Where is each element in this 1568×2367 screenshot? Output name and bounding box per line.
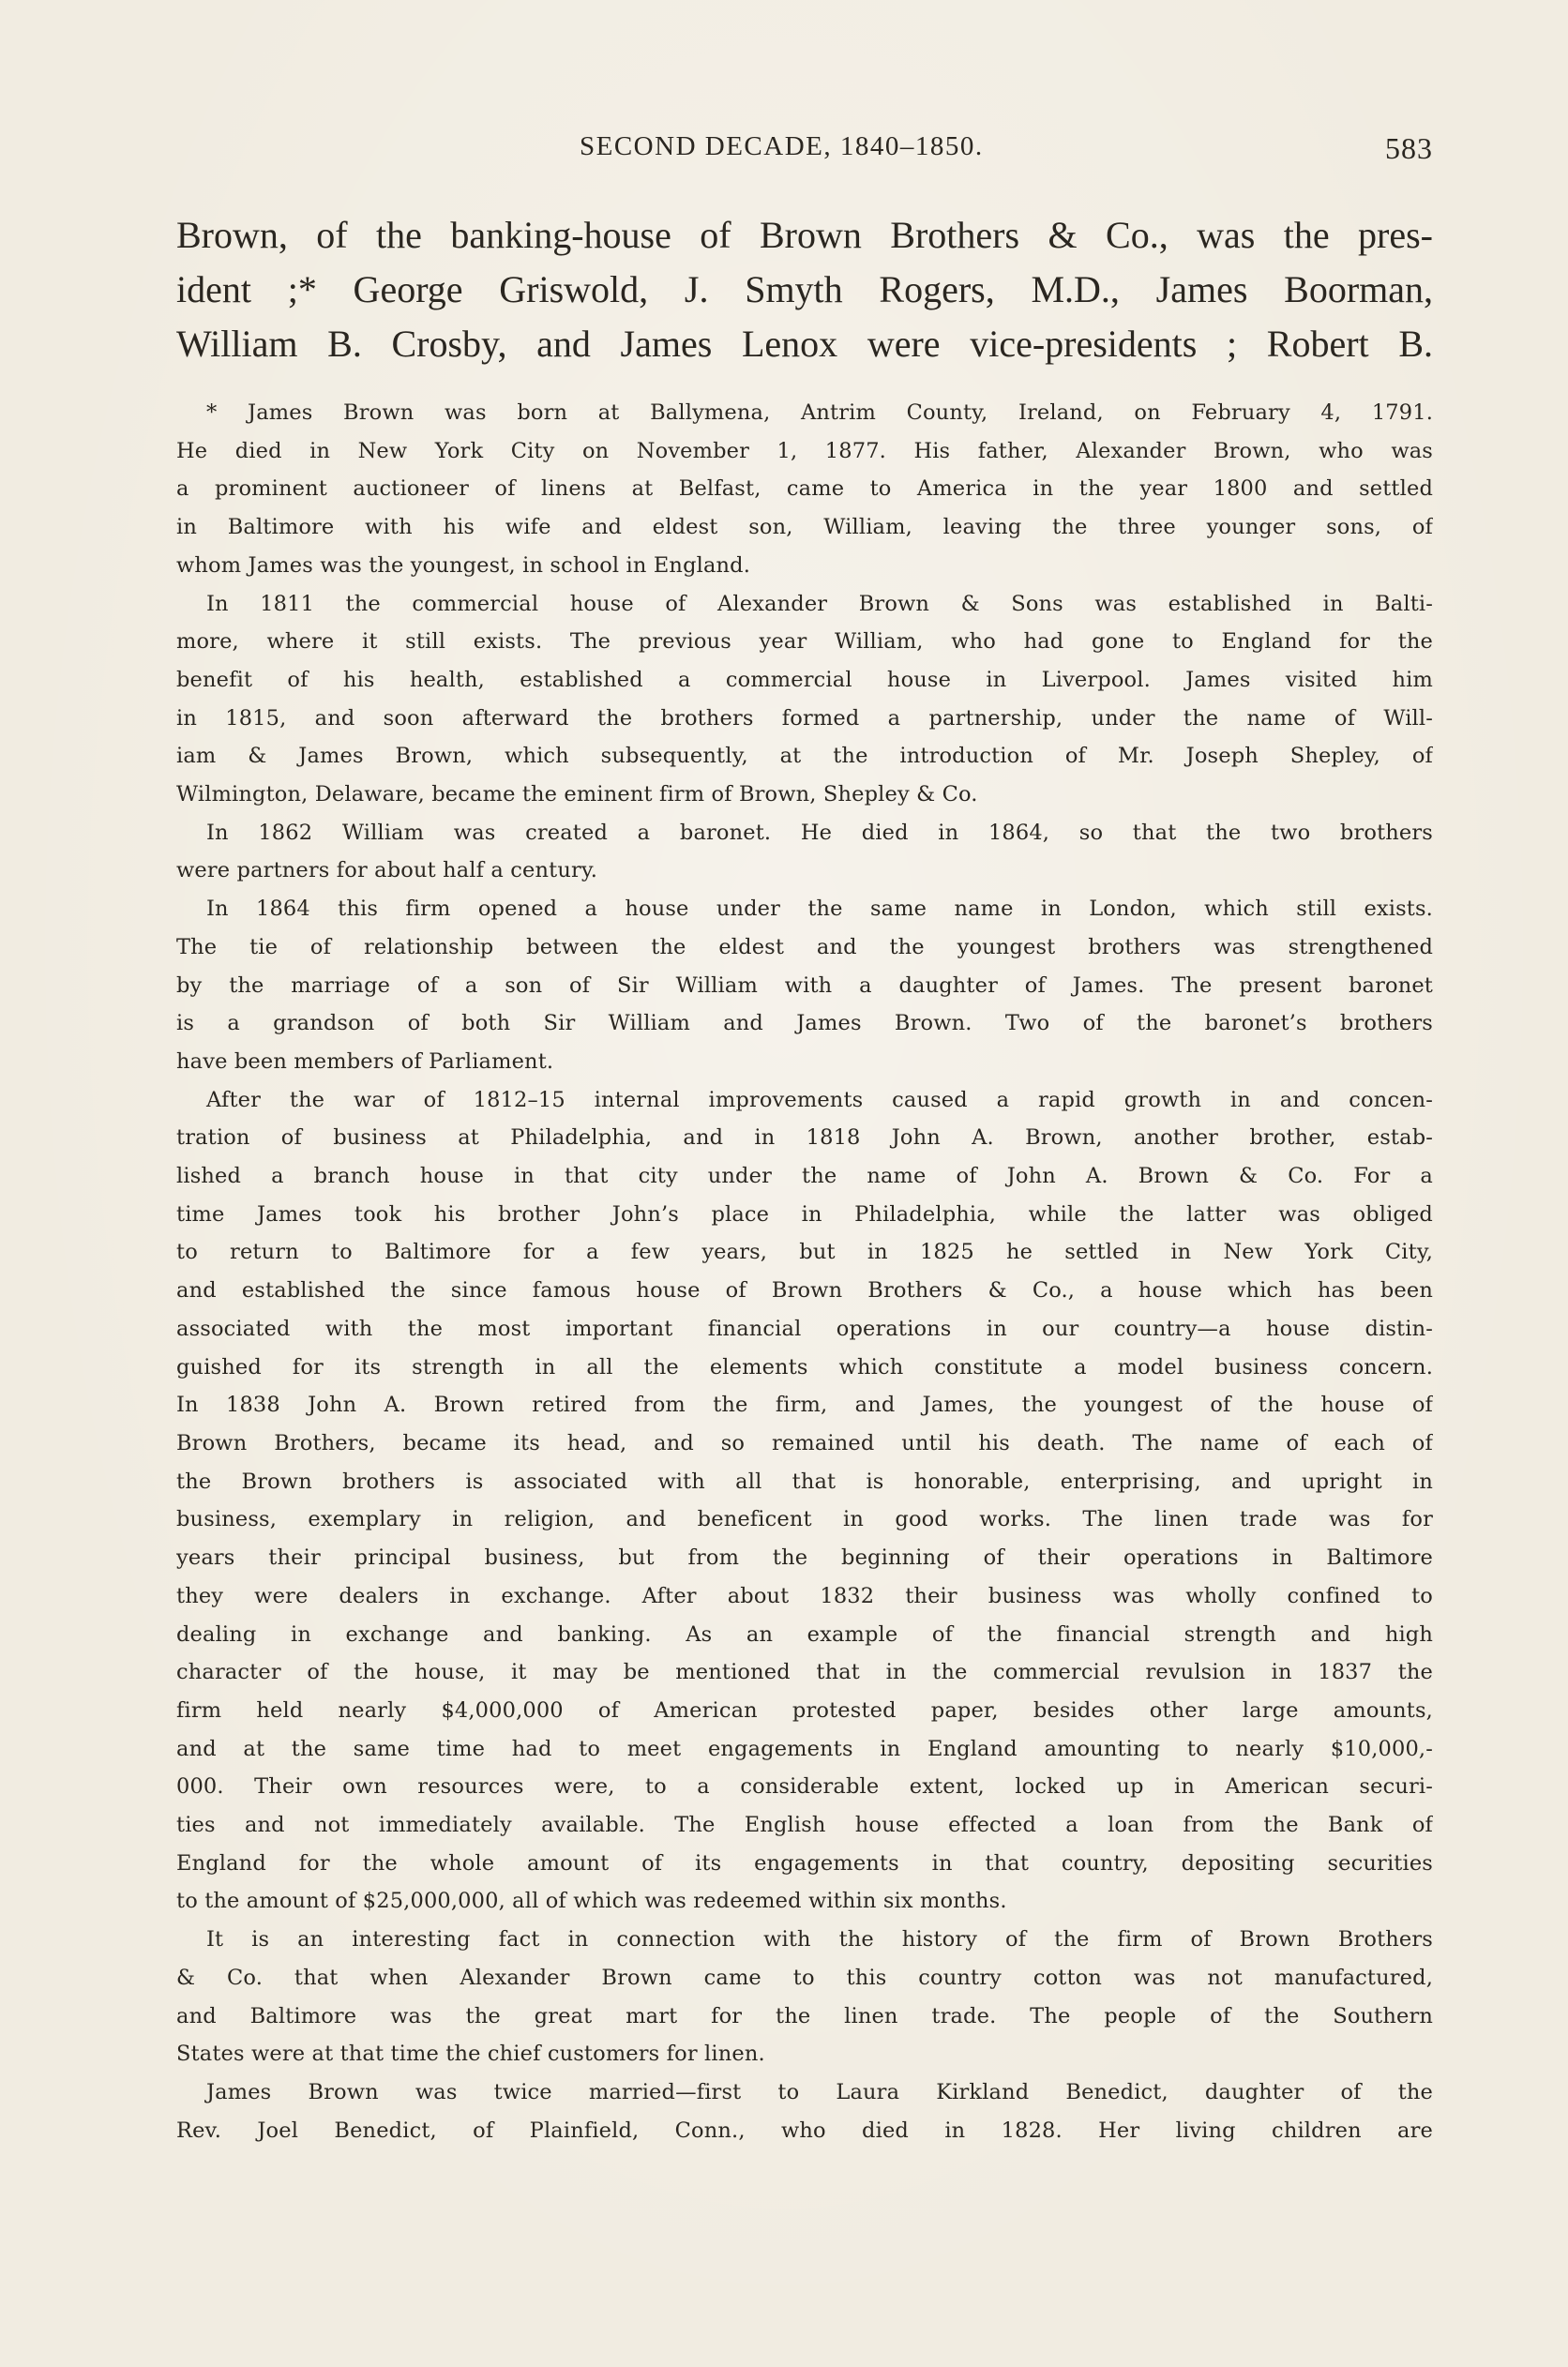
footnote-line: the Brown brothers is associated with all that is honorable, enterprising, and upright in — [176, 1469, 1433, 1494]
footnote-block — [176, 394, 1433, 2149]
footnote-line: in Baltimore with his wife and eldest son, William, leaving the three younger sons, of — [176, 515, 1433, 540]
main-text-block — [176, 208, 1433, 371]
footnote-line: and established the since famous house of Brown Brothers & Co., a house which has been — [176, 1278, 1433, 1304]
footnote-line: James Brown was twice married—first to Laura Kirkland Benedict, daughter of the — [206, 2079, 1433, 2104]
footnote-line: they were dealers in exchange. After about 1832 their business was wholly confined to — [176, 1583, 1433, 1608]
footnote-line: by the marriage of a son of Sir William with a daughter of James. The present baronet — [176, 972, 1433, 998]
footnote-line: Brown Brothers, became its head, and so remained until his death. The name of each of — [176, 1430, 1433, 1455]
footnote-line: 000. Their own resources were, to a considerable extent, locked up in American securi- — [176, 1774, 1433, 1800]
footnote-line: The tie of relationship between the eldest and the youngest brothers was strengthened — [176, 934, 1433, 959]
main-text-line: ident ;* George Griswold, J. Smyth Rogers, M.D., James Boorman, — [176, 268, 1433, 310]
footnote-line: time James took his brother John’s place in Philadelphia, while the latter was obliged — [176, 1201, 1433, 1227]
footnote-line: were partners for about half a century. — [176, 858, 598, 883]
footnote-line: have been members of Parliament. — [176, 1048, 554, 1074]
footnote-line: Rev. Joel Benedict, of Plainfield, Conn., who died in 1828. Her living children are — [176, 2118, 1433, 2143]
footnote-line: a prominent auctioneer of linens at Belfast, came to America in the year 1800 and settled — [176, 476, 1433, 502]
footnote-line: tration of business at Philadelphia, and in 1818 John A. Brown, another brother, estab- — [176, 1125, 1433, 1151]
footnote-line: and at the same time had to meet engagements in England amounting to nearly $10,000,- — [176, 1736, 1433, 1761]
footnote-line: In 1862 William was created a baronet. He died in 1864, so that the two brothers — [206, 820, 1433, 845]
page-number: 583 — [1385, 131, 1433, 165]
footnote-line: benefit of his health, established a commercial house in Liverpool. James visited him — [176, 667, 1433, 692]
footnote-line: States were at that time the chief customers for linen. — [176, 2042, 765, 2067]
footnote-line: associated with the most important financial operations in our country—a house distin- — [176, 1316, 1433, 1341]
footnote-line: England for the whole amount of its engagements in that country, depositing securities — [176, 1850, 1433, 1876]
footnote-line: firm held nearly $4,000,000 of American protested paper, besides other large amounts, — [176, 1697, 1433, 1723]
footnote-line: and Baltimore was the great mart for the linen trade. The people of the Southern — [176, 2003, 1433, 2028]
footnote-line: & Co. that when Alexander Brown came to this country cotton was not manufactured, — [176, 1965, 1433, 1990]
footnote-line: * James Brown was born at Ballymena, Antrim County, Ireland, on February 4, 1791. — [206, 400, 1433, 425]
footnote-line: In 1811 the commercial house of Alexander Brown & Sons was established in Balti- — [206, 591, 1433, 616]
footnote-line: iam & James Brown, which subsequently, at the introduction of Mr. Joseph Shepley, of — [176, 744, 1433, 769]
footnote-line: to return to Baltimore for a few years, but in 1825 he settled in New York City, — [176, 1240, 1433, 1265]
footnote-line: character of the house, it may be mentioned that in the commercial revulsion in 1837 the — [176, 1660, 1433, 1685]
footnote-line: business, exemplary in religion, and beneficent in good works. The linen trade was for — [176, 1507, 1433, 1532]
footnote-line: After the war of 1812–15 internal improvements caused a rapid growth in and concen- — [206, 1087, 1433, 1112]
footnote-line: In 1838 John A. Brown retired from the firm, and James, the youngest of the house of — [176, 1393, 1433, 1418]
footnote-line: is a grandson of both Sir William and James Brown. Two of the baronet’s brothers — [176, 1011, 1433, 1036]
footnote-line: more, where it still exists. The previous year William, who had gone to England for the — [176, 629, 1433, 655]
running-head: SECOND DECADE, 1840–1850. — [580, 131, 984, 161]
footnote-line: ties and not immediately available. The English house effected a loan from the Bank of — [176, 1813, 1433, 1838]
footnote-line: In 1864 this firm opened a house under the same name in London, which still exists. — [206, 897, 1433, 922]
page-header — [176, 131, 1433, 173]
footnote-line: years their principal business, but from the beginning of their operations in Baltimore — [176, 1545, 1433, 1571]
footnote-line: He died in New York City on November 1, 1877. His father, Alexander Brown, who was — [176, 438, 1433, 463]
footnote-line: in 1815, and soon afterward the brothers formed a partnership, under the name of Will- — [176, 705, 1433, 731]
footnote-line: dealing in exchange and banking. As an example of the financial strength and high — [176, 1621, 1433, 1647]
footnote-line: whom James was the youngest, in school in England. — [176, 552, 751, 578]
main-text-line: Brown, of the banking-house of Brown Brothers & Co., was the pres- — [176, 214, 1433, 256]
footnote-line: to the amount of $25,000,000, all of which was redeemed within six months. — [176, 1889, 1007, 1914]
footnote-line: guished for its strength in all the elements which constitute a model business concern. — [176, 1354, 1433, 1379]
footnote-line: Wilmington, Delaware, became the eminent firm of Brown, Shepley & Co. — [176, 782, 978, 807]
main-text-line: William B. Crosby, and James Lenox were vice-presidents ; Robert B. — [176, 323, 1433, 365]
footnote-line: lished a branch house in that city under the name of John A. Brown & Co. For a — [176, 1164, 1433, 1189]
footnote-line: It is an interesting fact in connection with the history of the firm of Brown Brothers — [206, 1927, 1433, 1952]
